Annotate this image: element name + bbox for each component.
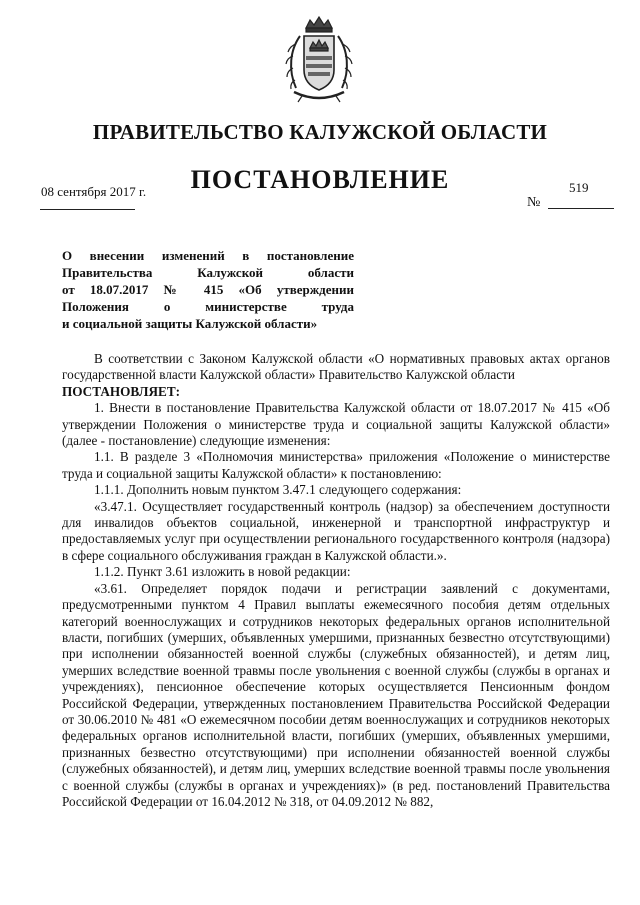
subject-line: О внесении изменений в постановление xyxy=(62,248,354,263)
document-subject xyxy=(62,247,354,332)
body-paragraph: «3.47.1. Осуществляет государственный контроль (надзор) за обеспечением доступности для инвалидов объектов социальной, инженерной и транспортной инфраструктур и предоставляемых услуг при осуществлении регионального государственного контроля (надзора) в сфере социального обслуживания граждан в Калужской области.». xyxy=(62,498,610,563)
body-paragraph: 1. Внести в постановление Правительства Калужской области от 18.07.2017 № 415 «Об утверждении Положения о министерстве труда и социальной защиты Калужской области» (далее - постановление) следующие изменения: xyxy=(62,400,610,449)
kaluga-coat-of-arms-icon xyxy=(280,14,358,106)
subject-line: от 18.07.2017 № 415 «Об утверждении xyxy=(62,282,354,297)
document-type-title: ПОСТАНОВЛЕНИЕ xyxy=(190,165,450,194)
body-paragraph: «3.61. Определяет порядок подачи и регистрации заявлений с документами, предусмотренными пунктом 4 Правил выплаты ежемесячного пособия детям отдельных категорий военнослужащих и сотрудников некоторых федеральных органов исполнительной власти, погибших (умерших, объявленных умершими, признанных безвестно отсутствующими) при исполнении обязанностей военной службы (служебных обязанностей), и детям лиц, умерших вследствие военной травмы после увольнения с военной службы (службы в органах и учреждениях), пенсионное обеспечение которых осуществляется Пенсионным фондом Российской Федерации, утвержденных постановлением Правительства Российской Федерации от 30.06.2010 № 481 «О ежемесячном пособии детям военнослужащих и сотрудников некоторых федеральных органов исполнительной власти, погибших (умерших, объявленных умершими, признанных безвестно отсутствующими) при исполнении обязанностей военной службы (служебных обязанностей), и детям лиц, умерших вследствие военной травмы после увольнения с военной службы (службы в органах и учреждениях)» (в ред. постановлений Правительства Российской Федерации от 16.04.2012 № 318, от 04.09.2012 № 882, xyxy=(62,580,610,809)
body-paragraph: 1.1.1. Дополнить новым пунктом 3.47.1 следующего содержания: xyxy=(94,482,462,498)
document-date: 08 сентября 2017 г. xyxy=(41,184,147,199)
subject-line: Правительства Калужской области xyxy=(62,265,354,280)
subject-line: и социальной защиты Калужской области» xyxy=(62,316,318,331)
number-underline xyxy=(548,208,614,209)
date-underline xyxy=(40,209,135,210)
document-number: 519 xyxy=(569,180,589,195)
subject-line: Положения о министерстве труда xyxy=(62,299,354,314)
document-body xyxy=(62,351,610,810)
body-paragraph: 1.1. В разделе 3 «Полномочия министерства» приложения «Положение о министерстве труда и социальной защиты Калужской области» к постановлению: xyxy=(62,449,610,481)
resolves-heading: ПОСТАНОВЛЯЕТ: xyxy=(62,383,181,399)
intro-paragraph: В соответствии с Законом Калужской области «О нормативных правовых актах органов государственной власти Калужской области» Правительство Калужской области xyxy=(62,351,610,383)
body-paragraph: 1.1.2. Пункт 3.61 изложить в новой редакции: xyxy=(94,564,351,580)
government-title: ПРАВИТЕЛЬСТВО КАЛУЖСКОЙ ОБЛАСТИ xyxy=(92,120,548,144)
document-number-label: № xyxy=(527,195,541,210)
